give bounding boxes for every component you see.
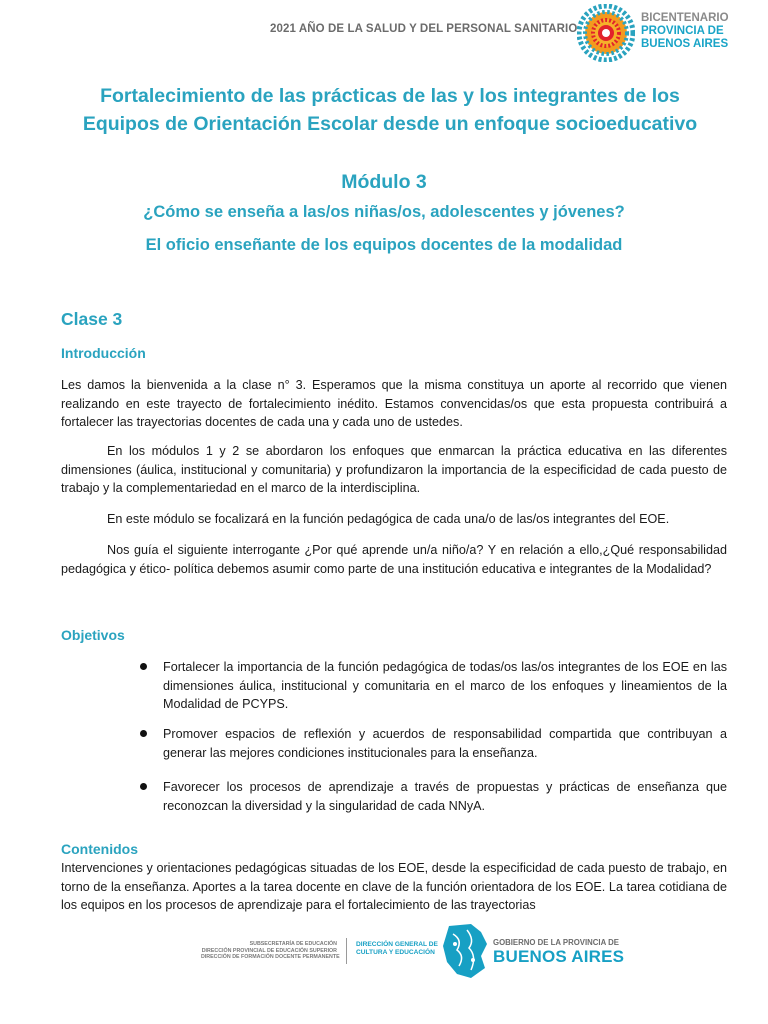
- objetivo-item: Promover espacios de reflexión y acuerdos de responsabilidad compartida que contribuyan a generar las mejores condiciones institucionales para la enseñanza.: [163, 727, 727, 760]
- module-subtitle: El oficio enseñante de los equipos docentes de la modalidad: [145, 236, 623, 254]
- bullet-icon: [140, 663, 147, 670]
- contenidos-text: Intervenciones y orientaciones pedagógicas situadas de los EOE, desde la especificidad de cada puesto de trabajo, en torno de la enseñanza. Aportes a la tarea docente en clave de la función orientadora de los EOE. La tarea cotidiana de los equipos en los procesos de aprendizaje para el fortalecimiento de las trayectorias: [61, 861, 727, 912]
- footer-small-line-3: DIRECCIÓN DE FORMACIÓN DOCENTE PERMANENTE: [201, 954, 340, 960]
- logo-line-provincia: PROVINCIA DE: [641, 25, 724, 37]
- header-year-text: 2021 AÑO DE LA SALUD Y DEL PERSONAL SANITARIO: [270, 23, 578, 35]
- footer-small-line-1: SUBSECRETARÍA DE EDUCACIÓN: [249, 941, 337, 947]
- bicentenario-logo-text: [641, 12, 729, 51]
- intro-paragraph-3: En este módulo se focalizará en la función pedagógica de cada una/o de las/os integrantes del EOE.: [107, 512, 670, 526]
- bullet-icon: [140, 730, 147, 737]
- footer-mid-line-2: CULTURA Y EDUCACIÓN: [356, 949, 435, 956]
- footer-mid-line-1: DIRECCIÓN GENERAL DE: [356, 941, 438, 948]
- introduccion-heading: Introducción: [61, 345, 146, 361]
- logo-line-bicentenario: BICENTENARIO: [641, 12, 729, 24]
- objetivo-item: Favorecer los procesos de aprendizaje a través de propuestas y prácticas de enseñanza que reconozcan la diversidad y la singularidad de cada NNyA.: [163, 780, 727, 813]
- objetivos-heading: Objetivos: [61, 627, 125, 643]
- footer-small-line-2: DIRECCIÓN PROVINCIAL DE EDUCACIÓN SUPERIOR: [201, 947, 337, 954]
- intro-paragraph-1: Les damos la bienvenida a la clase n° 3. Esperamos que la misma constituya un aporte al recorrido que vienen realizando en este trayecto de fortalecimiento inédito. Estamos convencidas/os que esta propuesta contribuirá a fortalecer las trayectorias docentes de cada una y cada uno de ustedes.: [61, 378, 727, 429]
- footer-buenos-aires-text: BUENOS AIRES: [493, 947, 625, 966]
- bicentenario-sun-logo-icon: [577, 4, 635, 62]
- objetivo-item: Fortalecer la importancia de la función pedagógica de todas/os las/os integrantes de los EOE en las dimensiones áulica, institucional y comunitaria en el marco de los enfoques y lineamientos de la Modalidad de PCYPS.: [163, 660, 727, 711]
- footer-direccion-general: [356, 941, 438, 957]
- province-map-icon: [441, 922, 489, 980]
- intro-paragraph-4: Nos guía el siguiente interrogante ¿Por qué aprende un/a niño/a? Y en relación a ello,¿Qué responsabilidad pedagógica y ético- política debemos asumir como parte de una institución educativa e integrantes de la Modalidad?: [61, 543, 727, 576]
- footer-subsecretaria: [201, 941, 340, 961]
- document-title-line-1: Fortalecimiento de las prácticas de las y los integrantes de los: [100, 85, 680, 107]
- document-title-line-2: Equipos de Orientación Escolar desde un enfoque socioeducativo: [82, 113, 698, 135]
- intro-paragraph-2: En los módulos 1 y 2 se abordaron los enfoques que enmarcan la práctica educativa en las diferentes dimensiones (áulica, institucional y comunitaria) y profundizaron la importancia de la especificidad de cada puesto de trabajo y la complementariedad en el marco de la interdisciplina.: [61, 444, 727, 495]
- module-label: Módulo 3: [341, 171, 427, 193]
- module-question: ¿Cómo se enseña a las/os niñas/os, adolescentes y jóvenes?: [143, 203, 625, 221]
- clase-heading: Clase 3: [61, 309, 123, 329]
- footer-divider: [346, 938, 347, 964]
- contenidos-heading: Contenidos: [61, 841, 138, 857]
- bullet-icon: [140, 783, 147, 790]
- logo-line-buenos-aires: BUENOS AIRES: [641, 38, 729, 50]
- footer-gobierno-text: GOBIERNO DE LA PROVINCIA DE: [493, 938, 619, 947]
